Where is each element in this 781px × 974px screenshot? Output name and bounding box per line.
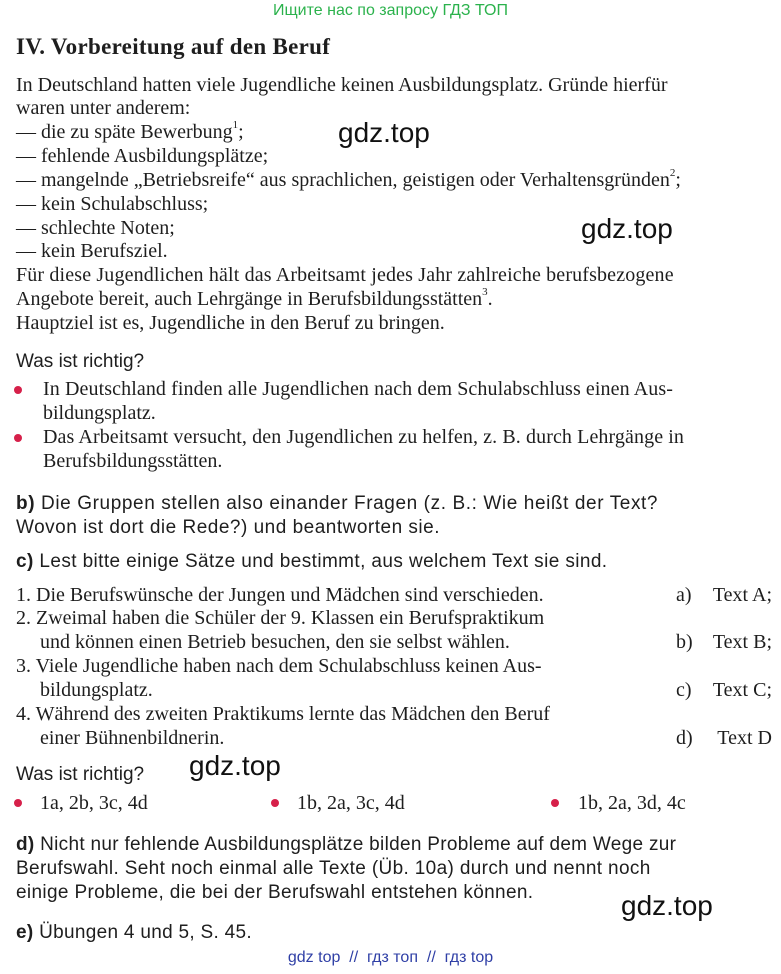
task-letter: d) — [16, 834, 35, 855]
text-answer — [676, 584, 772, 607]
footnote-mark: 3 — [482, 286, 488, 298]
answer-option: In Deutschland finden alle Jugendlichen nach dem Schulabschluss einen Aus- — [43, 378, 674, 400]
task-letter: e) — [16, 922, 34, 943]
reason-tail: ; — [238, 121, 244, 143]
answer-option-cont: Berufsbildungsstätten. — [43, 450, 223, 472]
answer-text: Text A; — [712, 584, 772, 606]
footnote-mark: 1 — [232, 119, 239, 131]
question-label: Was ist richtig? — [16, 764, 145, 785]
answer-option: 1b, 2a, 3d, 4c — [578, 792, 686, 814]
answer-option: 1b, 2a, 3c, 4d — [297, 792, 405, 814]
sentence-item: 4. Während des zweiten Praktikums lernte das Mädchen den Beruf — [16, 703, 550, 725]
task-text: Nicht nur fehlende Ausbildungsplätze bilden Probleme auf dem Wege zur — [40, 834, 677, 855]
task-c — [16, 551, 607, 573]
promo-header: Ищите нас по запросу ГДЗ ТОП — [273, 2, 508, 19]
bullet-icon — [14, 799, 22, 807]
intro-text: In Deutschland hatten viele Jugendliche keinen Ausbildungsplatz. Gründe hierfür — [16, 74, 668, 96]
intro-line-2: waren unter anderem: — [16, 97, 191, 119]
footer-links[interactable]: gdz top // гдз топ // гдз top — [287, 949, 494, 966]
watermark-text: gdz.top — [189, 750, 281, 781]
answer-letter: a) — [676, 584, 692, 606]
footnote-mark: 2 — [669, 167, 676, 179]
answer-option-cont: bildungsplatz. — [43, 402, 156, 424]
task-b-cont: Wovon ist dort die Rede?) und beantworten sie. — [16, 517, 440, 538]
task-e — [16, 922, 252, 944]
reason-text: — die zu späte Bewerbung — [16, 121, 233, 143]
answer-option: Das Arbeitsamt versucht, den Jugendlichen zu helfen, z. B. durch Lehrgänge in — [43, 426, 685, 448]
reason-item — [16, 121, 244, 144]
reason-item — [16, 169, 772, 192]
sentence-item: 3. Viele Jugendliche haben nach dem Schulabschluss keinen Aus- — [16, 655, 542, 677]
answer-text: Text B; — [712, 631, 772, 653]
watermark-text: gdz.top — [621, 890, 713, 921]
bullet-icon — [271, 799, 279, 807]
text-answer — [676, 727, 772, 750]
reason-tail: ; — [675, 169, 681, 191]
answer-option: 1a, 2b, 3c, 4d — [40, 792, 148, 814]
reason-item: — kein Schulabschluss; — [16, 193, 209, 215]
task-d-cont: einige Probleme, die bei der Berufswahl entstehen können. — [16, 882, 534, 903]
bullet-icon — [14, 386, 22, 394]
task-d — [16, 834, 676, 856]
text-answer — [676, 679, 772, 702]
reason-item: — schlechte Noten; — [16, 217, 175, 239]
answer-letter: c) — [676, 679, 692, 701]
intro-line-1 — [16, 74, 772, 97]
bullet-icon — [14, 434, 22, 442]
answer-text: Text D — [717, 727, 772, 749]
reason-text: — mangelnde „Betriebsreife“ aus sprachlichen, geistigen oder Verhaltensgründen — [16, 169, 670, 191]
task-d-cont: Berufswahl. Seht noch einmal alle Texte (Üb. 10a) durch und nennt noch — [16, 858, 651, 879]
sentence-item: 2. Zweimal haben die Schüler der 9. Klassen ein Berufspraktikum — [16, 607, 545, 629]
sentence-item-cont: einer Bühnenbildnerin. — [40, 727, 225, 749]
watermark-text: gdz.top — [581, 213, 673, 244]
task-b — [16, 493, 658, 515]
answer-letter: b) — [676, 631, 693, 653]
answer-letter: d) — [676, 727, 693, 749]
intro-paragraph — [16, 288, 493, 311]
reason-item: — fehlende Ausbildungsplätze; — [16, 145, 269, 167]
sentence-item: 1. Die Berufswünsche der Jungen und Mädchen sind verschieden. — [16, 584, 544, 606]
paragraph-tail: . — [487, 288, 493, 310]
watermark-text: gdz.top — [338, 117, 430, 148]
task-text: Die Gruppen stellen also einander Fragen (z. B.: Wie heißt der Text? — [41, 493, 659, 514]
task-letter: c) — [16, 551, 34, 572]
text-answer — [676, 631, 772, 654]
task-letter: b) — [16, 493, 36, 514]
intro-paragraph: Für diese Jugendlichen hält das Arbeitsamt jedes Jahr zahlreiche berufsbezogene — [16, 264, 674, 286]
task-text: Lest bitte einige Sätze und bestimmt, aus welchem Text sie sind. — [39, 551, 608, 572]
question-label: Was ist richtig? — [16, 351, 145, 372]
sentence-item-cont: bildungsplatz. — [40, 679, 153, 701]
answer-text: Text C; — [712, 679, 772, 701]
task-text: Übungen 4 und 5, S. 45. — [39, 922, 252, 943]
reason-item: — kein Berufsziel. — [16, 240, 168, 262]
paragraph-text: Angebote bereit, auch Lehrgänge in Berufsbildungsstätten — [16, 288, 483, 310]
bullet-icon — [551, 799, 559, 807]
intro-paragraph: Hauptziel ist es, Jugendliche in den Beruf zu bringen. — [16, 312, 445, 334]
page-title: IV. Vorbereitung auf den Beruf — [16, 34, 331, 59]
sentence-item-cont: und können einen Betrieb besuchen, den sie selbst wählen. — [40, 631, 510, 653]
